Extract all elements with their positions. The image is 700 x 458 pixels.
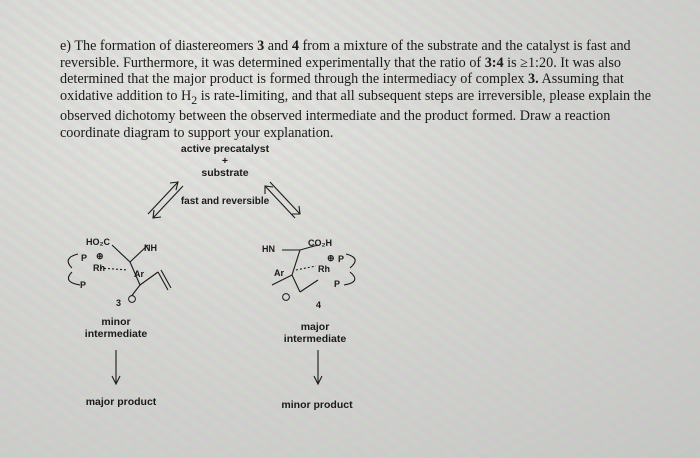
left-p-top-label: P [81, 253, 88, 263]
question-text-2: from a mixture of the substrate and the catalyst is fast and reversible. Furthermore, it was determined experimentally that the ratio of [60, 38, 631, 71]
equilibrium-arrow-left-b [153, 186, 183, 218]
right-bond-3 [292, 250, 300, 275]
question-text-5: is rate-limiting, and that all subsequent steps are irreversible, please explain the observed dichotomy between the observed intermediate and the product formed. Draw a reaction coordinate diagram to support your explanation. [60, 87, 651, 141]
left-p-bottom-label: P [80, 280, 87, 290]
right-bond-6 [300, 280, 318, 292]
right-role-label [265, 321, 365, 345]
ratio-value: 3:4 [484, 54, 504, 71]
left-charge-label: ⊕ [96, 251, 104, 261]
right-ligand-arc-bottom [344, 272, 355, 285]
right-p-top-label: P [338, 254, 345, 264]
equilibrium-arrow-right-a [270, 182, 300, 214]
equilibrium-label: fast and reversible [180, 196, 270, 207]
right-ar-label: Ar [274, 268, 285, 278]
right-bond-5 [292, 275, 300, 292]
left-role-line1: minor [101, 316, 131, 328]
right-rh-label: Rh [318, 264, 330, 274]
right-role-line2: intermediate [283, 333, 347, 345]
question-label: e) [60, 38, 72, 54]
right-charge-label: ⊕ [327, 253, 335, 263]
left-rh-label: Rh [93, 263, 105, 273]
question-text-1: The formation of diastereomers [74, 38, 254, 54]
compound-number-4: 4 [291, 38, 299, 54]
top-label-line2: substrate [201, 167, 249, 179]
right-role-line1: major [300, 321, 330, 333]
question-text-3: is ≥1:20. It was also determined that the major product is formed through the intermediacy of complex [60, 54, 621, 88]
left-product-label: major product [85, 396, 157, 408]
right-co2h-label: CO₂H [308, 238, 332, 248]
right-product-label: minor product [281, 399, 353, 411]
compound-4-number: 4 [316, 300, 322, 310]
left-ho2c-label: HO₂C [86, 237, 110, 247]
left-ligand-arc-bottom [68, 272, 80, 285]
complex-number-3: 3. [528, 71, 539, 88]
left-role-line2: intermediate [84, 328, 148, 340]
right-ligand-arc-top [346, 254, 355, 268]
left-ar-label: Ar [134, 269, 145, 279]
top-label-plus: + [221, 155, 229, 167]
question-text-and: and [267, 38, 289, 54]
equilibrium-arrow-left-a [148, 182, 178, 214]
left-bond-1 [112, 245, 130, 262]
left-ligand-arc-top [68, 254, 78, 268]
left-role-label [66, 316, 166, 340]
left-oxygen-atom [129, 296, 136, 303]
compound-number-3: 3 [257, 38, 265, 54]
equilibrium-arrow-right-b [265, 186, 295, 218]
right-p-bottom-label: P [334, 279, 341, 289]
right-oxygen-atom [283, 294, 290, 301]
left-nh-label: NH [144, 243, 157, 253]
subscript-2: 2 [191, 92, 198, 107]
compound-3-number: 3 [116, 298, 122, 308]
right-rh-dashed-bond [296, 266, 316, 270]
question-text-4: Assuming that oxidative addition to H [60, 71, 624, 104]
right-hn-label: HN [262, 244, 275, 254]
top-label-line1: active precatalyst [180, 143, 270, 155]
